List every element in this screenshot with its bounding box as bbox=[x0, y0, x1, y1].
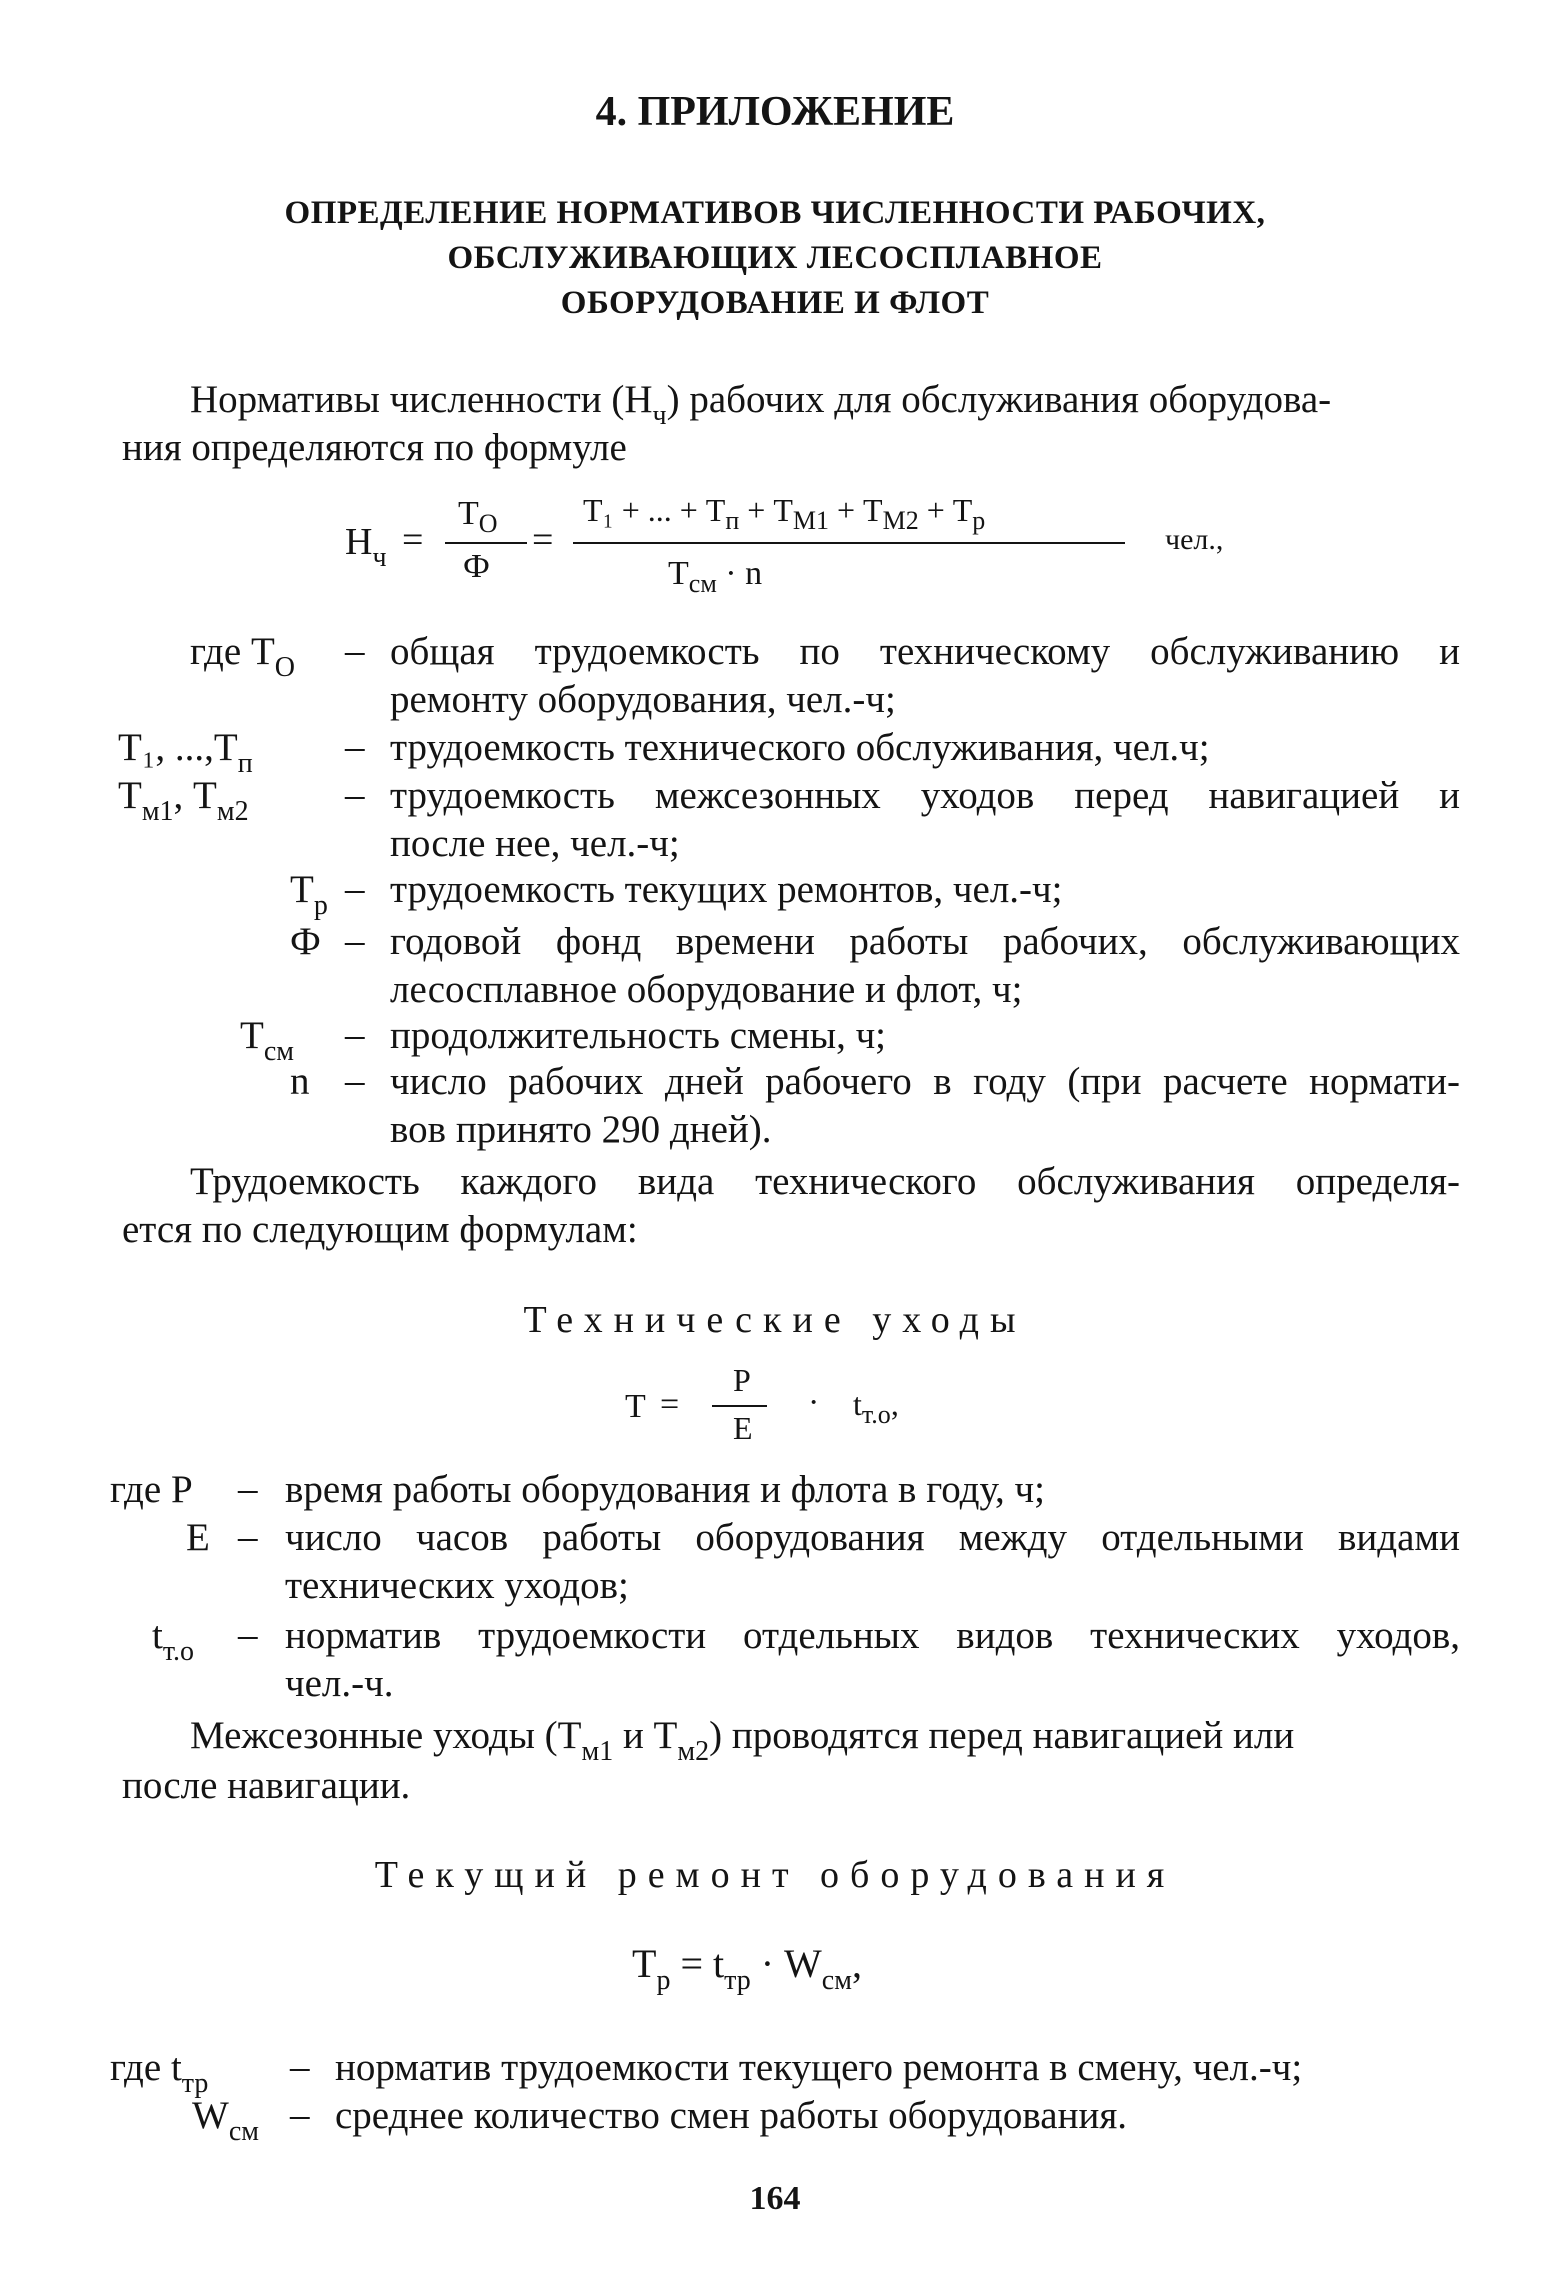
def1-text-line: после нее, чел.-ч; bbox=[390, 822, 680, 865]
intro-line-2: ния определяются по формуле bbox=[122, 426, 627, 469]
def1-symbol-Tp: $Т_р$ bbox=[290, 868, 328, 921]
def1-text-line: число рабочих дней рабочего в году (при расчете нормати- bbox=[390, 1060, 1460, 1103]
def1-text-line: трудоемкость межсезонных уходов перед навигацией и bbox=[390, 774, 1460, 817]
def1-text-line: трудоемкость текущих ремонтов, чел.-ч; bbox=[390, 868, 1063, 911]
title-line-3: ОБОРУДОВАНИЕ И ФЛОТ bbox=[560, 285, 990, 321]
f1-lhs: $Н_ч$ bbox=[345, 521, 387, 573]
def2-text-line: чел.-ч. bbox=[285, 1662, 394, 1705]
f2-den: Е bbox=[733, 1410, 753, 1446]
def1-text-line: продолжительность смены, ч; bbox=[390, 1014, 887, 1057]
def1-text-line: вов принято 290 дней). bbox=[390, 1108, 772, 1151]
para2-line-1: Трудоемкость каждого вида технического обслуживания определя- bbox=[190, 1160, 1460, 1203]
f2-eq: = bbox=[660, 1386, 680, 1423]
def1-dash: – bbox=[345, 773, 365, 816]
def1-symbol-Tm1-Tm2: $Т_{м1}$, $Т_{м2}$ bbox=[118, 774, 249, 827]
def1-symbol-Tcm: $Т_{см}$ bbox=[240, 1014, 294, 1067]
def2-symbol-P: где Р bbox=[110, 1468, 193, 1511]
def1-symbol-F: Ф bbox=[290, 920, 321, 963]
f2-lhs: Т bbox=[625, 1388, 646, 1425]
intro-text-b: ) рабочих для обслуживания оборудова- bbox=[666, 378, 1332, 421]
def1-dash: – bbox=[345, 1013, 365, 1056]
f2-dot: · bbox=[808, 1384, 820, 1421]
def3-symbol-Wcm: $W_{см}$ bbox=[192, 2094, 259, 2147]
section-current-repair: Текущий ремонт оборудования bbox=[374, 1854, 1176, 1896]
def2-text-line: время работы оборудования и флота в году, ч; bbox=[285, 1468, 1045, 1511]
para2-line-2: ется по следующим формулам: bbox=[122, 1208, 638, 1251]
f1-frac2-line bbox=[573, 542, 1125, 544]
def1-dash: – bbox=[345, 629, 365, 672]
f1-frac2-den: $Т_{см} \cdot n$ bbox=[668, 555, 763, 598]
def1-text-line: общая трудоемкость по техническому обслуживанию и bbox=[390, 630, 1460, 673]
f1-frac1-den: Ф bbox=[463, 548, 490, 585]
title-line-1: ОПРЕДЕЛЕНИЕ НОРМАТИВОВ ЧИСЛЕННОСТИ РАБОЧИХ, bbox=[284, 195, 1266, 231]
f1-eq2: = bbox=[532, 519, 554, 561]
def1-text-line: лесосплавное оборудование и флот, ч; bbox=[390, 968, 1023, 1011]
def1-dash: – bbox=[345, 867, 365, 910]
def2-dash: – bbox=[238, 1515, 258, 1558]
section-heading: 4. ПРИЛОЖЕНИЕ bbox=[595, 89, 955, 135]
def1-dash: – bbox=[345, 725, 365, 768]
f2-frac-line bbox=[712, 1405, 767, 1407]
def3-symbol-ttp: где $t_{тр}$ bbox=[110, 2046, 209, 2099]
def1-text-line: годовой фонд времени работы рабочих, обслуживающих bbox=[390, 920, 1460, 963]
def2-text-line: технических уходов; bbox=[285, 1564, 629, 1607]
def1-dash: – bbox=[345, 919, 365, 962]
def3-dash: – bbox=[290, 2045, 310, 2088]
para3-line-1: Межсезонные уходы ($Т_{м1}$ и $Т_{м2}$) проводятся перед навигацией или bbox=[190, 1714, 1295, 1767]
title-line-2: ОБСЛУЖИВАЮЩИХ ЛЕСОСПЛАВНОЕ bbox=[447, 240, 1103, 276]
f1-frac1-line bbox=[445, 542, 527, 544]
section-tech-maintenance: Технические уходы bbox=[523, 1299, 1027, 1341]
intro-text-a: Нормативы численности (Н bbox=[190, 378, 653, 421]
intro-line-1 bbox=[190, 376, 1332, 431]
intro-sub: ч bbox=[652, 400, 667, 431]
def1-dash: – bbox=[345, 1059, 365, 1102]
def3-dash: – bbox=[290, 2093, 310, 2136]
formula-current-repair: $Т_р = t_{тр} \cdot W_{см}$, bbox=[632, 1941, 862, 1996]
f1-frac2-num: Т₁ + ... + $Т_п + Т_{М1} + Т_{М2} + Т_р$ bbox=[583, 492, 986, 535]
def2-text-line: норматив трудоемкости отдельных видов технических уходов, bbox=[285, 1614, 1460, 1657]
f1-unit: чел., bbox=[1165, 523, 1224, 556]
def1-symbol-To: где $Т_О$ bbox=[190, 630, 296, 683]
f1-frac1-num: $Т_О$ bbox=[458, 495, 498, 538]
def1-text-line: трудоемкость технического обслуживания, чел.ч; bbox=[390, 726, 1210, 769]
page-number: 164 bbox=[749, 2180, 801, 2217]
def2-dash: – bbox=[238, 1613, 258, 1656]
def1-symbol-n: n bbox=[290, 1060, 310, 1103]
def2-dash: – bbox=[238, 1467, 258, 1510]
f2-t: $t_{т.о}$, bbox=[853, 1386, 899, 1429]
def3-text-line: среднее количество смен работы оборудования. bbox=[335, 2094, 1128, 2137]
def2-symbol-tto: $t_{т.о}$ bbox=[152, 1614, 194, 1667]
def2-text-line: число часов работы оборудования между отдельными видами bbox=[285, 1516, 1460, 1559]
def2-symbol-E: Е bbox=[186, 1516, 210, 1559]
para3-line-2: после навигации. bbox=[122, 1764, 411, 1807]
def1-text-line: ремонту оборудования, чел.-ч; bbox=[390, 678, 896, 721]
def3-text-line: норматив трудоемкости текущего ремонта в смену, чел.-ч; bbox=[335, 2046, 1303, 2089]
f2-num: Р bbox=[733, 1362, 751, 1398]
def1-symbol-T1-Tn: Т₁, $...,Т_п$ bbox=[118, 726, 253, 779]
f1-eq: = bbox=[402, 519, 424, 561]
